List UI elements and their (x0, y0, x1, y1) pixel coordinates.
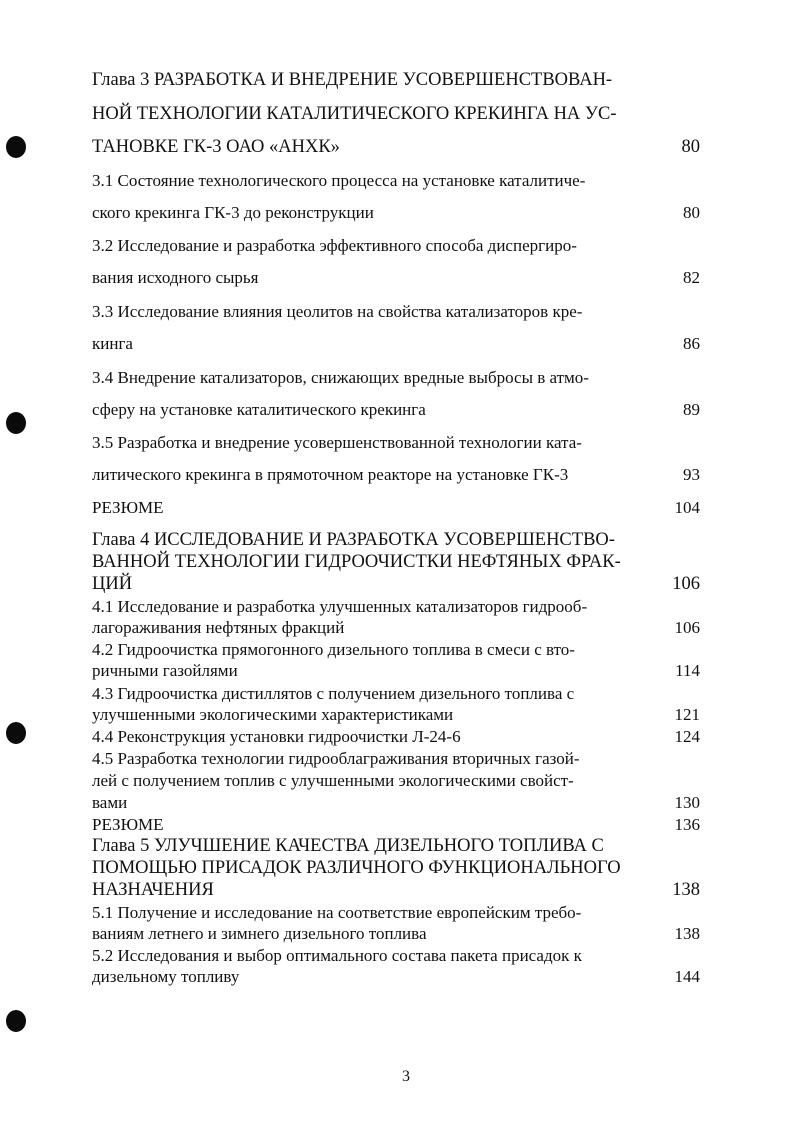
chapter4-title-line1: Глава 4 ИССЛЕДОВАНИЕ И РАЗРАБОТКА УСОВЕРШЕНСТВО- (92, 530, 615, 550)
chapter3-summary-page: 104 (674, 498, 700, 517)
binder-hole (6, 136, 26, 158)
chapter4-title-line2: ВАННОЙ ТЕХНОЛОГИИ ГИДРООЧИСТКИ НЕФТЯНЫХ ФРАК- (92, 552, 621, 572)
section-4-3-line2: улучшенными экологическими характеристиками (92, 705, 454, 724)
section-5-2-page: 144 (674, 967, 700, 986)
section-5-1-line1: 5.1 Получение и исследование на соответствие европейским требо- (92, 903, 582, 922)
binder-hole (6, 1010, 26, 1032)
section-3-1-line1: 3.1 Состояние технологического процесса на установке каталитиче- (92, 171, 586, 190)
chapter5-title-line2: ПОМОЩЬЮ ПРИСАДОК РАЗЛИЧНОГО ФУНКЦИОНАЛЬНОГО (92, 858, 621, 878)
section-3-4-line1: 3.4 Внедрение катализаторов, снижающих вредные выбросы в атмо- (92, 368, 589, 387)
section-3-5-page: 93 (683, 465, 700, 484)
section-4-4-line1: 4.4 Реконструкция установки гидроочистки Л-24-6 (92, 727, 461, 746)
section-4-2-page: 114 (675, 661, 700, 680)
section-3-1-page: 80 (683, 203, 700, 222)
chapter5-title-line1: Глава 5 УЛУЧШЕНИЕ КАЧЕСТВА ДИЗЕЛЬНОГО ТОПЛИВА С (92, 836, 604, 856)
chapter4-summary-page: 136 (674, 815, 700, 834)
chapter3-title-line2: НОЙ ТЕХНОЛОГИИ КАТАЛИТИЧЕСКОГО КРЕКИНГА НА УС- (92, 104, 617, 124)
section-3-4-line2: сферу на установке каталитического крекинга (92, 400, 426, 419)
section-3-4-page: 89 (683, 400, 700, 419)
section-4-5-line2: лей с получением топлив с улучшенными экологическими свойст- (92, 771, 574, 790)
section-4-5-line3: вами (92, 793, 128, 812)
chapter4-summary: РЕЗЮМЕ (92, 815, 164, 834)
section-4-4-page: 124 (674, 727, 700, 746)
section-5-1-line2: ваниям летнего и зимнего дизельного топлива (92, 924, 427, 943)
section-3-2-line2: вания исходного сырья (92, 268, 259, 287)
section-5-2-line2: дизельному топливу (92, 967, 240, 986)
binder-hole (6, 412, 26, 434)
section-5-1-page: 138 (674, 924, 700, 943)
section-3-5-line1: 3.5 Разработка и внедрение усовершенствованной технологии ката- (92, 433, 582, 452)
section-3-5-line2: литического крекинга в прямоточном реакторе на установке ГК-3 (92, 465, 569, 484)
section-3-2-line1: 3.2 Исследование и разработка эффективного способа диспергиро- (92, 236, 577, 255)
section-4-3-line1: 4.3 Гидроочистка дистиллятов с получением дизельного топлива с (92, 684, 575, 703)
chapter3-summary: РЕЗЮМЕ (92, 498, 164, 517)
chapter3-title-line1: Глава 3 РАЗРАБОТКА И ВНЕДРЕНИЕ УСОВЕРШЕНСТВОВАН- (92, 70, 613, 90)
chapter5-title-line3: НАЗНАЧЕНИЯ (92, 880, 214, 900)
chapter4-title-line3: ЦИЙ (92, 574, 133, 594)
section-5-2-line1: 5.2 Исследования и выбор оптимального состава пакета присадок к (92, 946, 582, 965)
section-3-3-line2: кинга (92, 334, 133, 353)
chapter5-page: 138 (672, 880, 700, 900)
section-3-2-page: 82 (683, 268, 700, 287)
section-4-5-line1: 4.5 Разработка технологии гидрооблаграживания вторичных газой- (92, 749, 580, 768)
chapter4-page: 106 (672, 574, 700, 594)
section-4-1-line2: лагораживания нефтяных фракций (92, 618, 345, 637)
page-number: 3 (402, 1068, 410, 1085)
section-4-2-line1: 4.2 Гидроочистка прямогонного дизельного топлива в смеси с вто- (92, 640, 575, 659)
section-4-2-line2: ричными газойлями (92, 661, 238, 680)
section-4-1-line1: 4.1 Исследование и разработка улучшенных катализаторов гидрооб- (92, 597, 588, 616)
chapter3-title-line3: ТАНОВКЕ ГК-3 ОАО «АНХК» (92, 137, 340, 157)
section-4-1-page: 106 (674, 618, 700, 637)
section-3-1-line2: ского крекинга ГК-3 до реконструкции (92, 203, 374, 222)
binder-hole (6, 722, 26, 744)
chapter3-page: 80 (681, 137, 700, 157)
section-3-3-line1: 3.3 Исследование влияния цеолитов на свойства катализаторов кре- (92, 302, 583, 321)
section-4-3-page: 121 (674, 705, 700, 724)
section-4-5-page: 130 (674, 793, 700, 812)
section-3-3-page: 86 (683, 334, 700, 353)
